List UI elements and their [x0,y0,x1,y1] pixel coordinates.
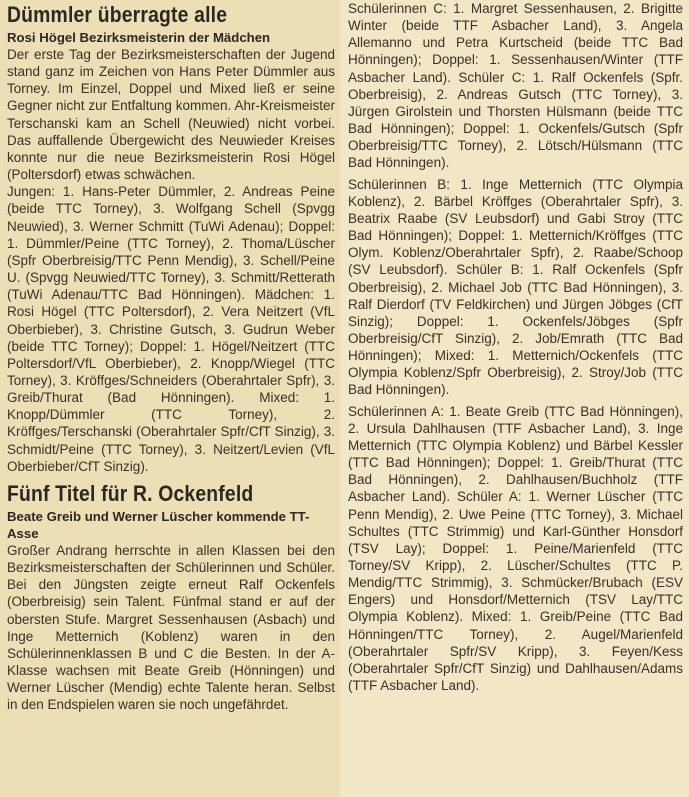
results-class-c: Schülerinnen C: 1. Margret Sessenhausen, 2. Brigitte Winter (beide TTF Asbacher Land), 3. Angela Allemanno und Petra Kurtscheid (beide TTC Bad Hönningen); Doppel: 1. Sessenhausen/Winter (TTF Asbacher Land). Schüler C: 1. Ralf Ockenfels (Spfr. Oberbreisig), 2. Andreas Gutsch (TTC Torney), 3. Jürgen Girolstein und Thorsten Hülsmann (beide TTC Bad Hönningen); Doppel: 1. Ockenfels/Gutsch (Spfr Oberbreisig/TTC Torney), 2. Lötsch/Hülsmann (TTC Bad Hönningen). [348,1,683,171]
results-class-a: Schülerinnen A: 1. Beate Greib (TTC Bad Hönningen), 2. Ursula Dahlhausen (TTF Asbacher Land), 3. Inge Metternich (TTC Olympia Koblenz) und Bärbel Kessler (TTC Bad Hönningen); Doppel: 1. Greib/Thurat (TTC Bad Hönningen), 2. Dahlhausen/Buchholz (TTF Asbacher Land). Schüler A: 1. Werner Lüscher (TTC Penn Mendig), 2. Uwe Peine (TTC Torney), 3. Michael Schultes (TTC Strimmig) und Karl-Günther Honsdorf (TSV Lay); Doppel: 1. Peine/Marienfeld (TTC Torney/SV Kripp), 2. Lüscher/Schultes (TTC P. Mendig/TTC Strimmig), 3. Schmücker/Brubach (ESV Engers) und Honsdorf/Metternich (TSV Lay/TTC Olympia Koblenz). Mixed: 1. Greib/Peine (TTC Bad Hönningen/TTC Torney), 2. Augel/Marienfeld (Oberahrtaler Spfr/SV Kripp), 3. Feyen/Kess (Oberahrtaler Spfr/CfT Sinzig) und Dahlhausen/Adams (TTF Asbacher Land). [348,403,683,694]
right-column [340,0,689,797]
article1-intro: Der erste Tag der Bezirksmeisterschaften der Jugend stand ganz im Zeichen von Hans Peter Dümmler aus Torney. Im Einzel, Doppel und Mixed ließ er seine Gegner nicht zur Entfaltung kommen. Ahr-Kreismeister Terschanski kam an Schell (Neuwied) nicht vorbei. Das auffallende Übergewicht des Neuwieder Kreises konnte nur die neue Bezirksmeisterin Rosi Högel (Poltersdorf) etwas schwächen. [7,47,335,183]
article2-headline: Fünf Titel für R. Ockenfeld [7,480,254,506]
article2-intro: Großer Andrang herrschte in allen Klassen bei den Bezirksmeisterschaften der Schülerinnen und Schüler. Bei den Jüngsten zeigte erneut Ralf Ockenfels (Oberbreisig) sein Talent. Fünfmal stand er auf der obersten Stufe. Margret Sessenhausen (Asbach) und Inge Metternich (Koblenz) waren in den Schülerinnenklassen B und C die Besten. In der A-Klasse wachsen mit Beate Greib (Hönningen) und Werner Lüscher (Mendig) echte Talente heran. Selbst in den Endspielen waren sie noch ungefährdet. [7,542,335,713]
results-class-b: Schülerinnen B: 1. Inge Metternich (TTC Olympia Koblenz), 2. Bärbel Kröffges (Oberahrtaler Spfr), 3. Beatrix Raabe (SV Leubsdorf) und Gabi Stroy (TTC Bad Hönningen); Doppel: 1. Metternich/Kröffges (TTC Olym. Koblenz/Oberahrtaler Spfr), 2. Raabe/Schoop (SV Leubsdorf). Schüler B: 1. Ralf Ockenfels (Spfr Oberbreisig), 2. Michael Job (TTC Bad Hönningen), 3. Ralf Dierdorf (TV Feldkirchen) und Jürgen Jöbges (CfT Sinzig); Doppel: 1. Ockenfels/Jöbges (Spfr Oberbreisig/CfT Sinzig), 2. Job/Emrath (TTC Bad Hönningen); Mixed: 1. Metternich/Ockenfels (TTC Olympia Koblenz/Spfr Oberbreisig), 2. Stroy/Job (TTC Bad Hönningen). [348,176,683,398]
article1-headline: Dümmler überragte alle [7,2,228,27]
left-column [0,0,340,797]
article2-subheadline: Beate Greib und Werner Lüscher kommende TT-Asse [7,508,310,541]
article1-subheadline: Rosi Högel Bezirksmeisterin der Mädchen [7,30,271,45]
article1-results: Jungen: 1. Hans-Peter Dümmler, 2. Andreas Peine (beide TTC Torney), 3. Wolfgang Schell (Spvgg Neuwied), 3. Werner Schmitt (TuWi Adenau); Doppel: 1. Dümmler/Peine (TTC Torney), 2. Thoma/Lüscher (Spfr Oberbreisig/TTC Penn Mendig), 3. Schell/Peine U. (Spvgg Neuwied/TTC Torney), 3. Schmitt/Retterath (TuWi Adenau/TTC Bad Hönningen). Mädchen: 1. Rosi Högel (TTC Poltersdorf), 2. Vera Neitzert (VfL Oberbieber), 3. Christine Gutsch, 3. Gudrun Weber (beide TTC Torney); Doppel: 1. Högel/Neitzert (TTC Poltersdorf/VfL Oberbieber), 2. Knopp/Wiegel (TTC Torney), 3. Kröffges/Schneiders (Oberahrtaler Spfr), 3. Greib/Thurat (Bad Hönningen). Mixed: 1. Knopp/Dümmler (TTC Torney), 2. Kröffges/Terschanski (Oberahrtaler Spfr/CfT Sinzig), 3. Schmidt/Peine (TTC Torney), 3. Neitzert/Levien (VfL Oberbieber/CfT Sinzig). [7,184,335,474]
